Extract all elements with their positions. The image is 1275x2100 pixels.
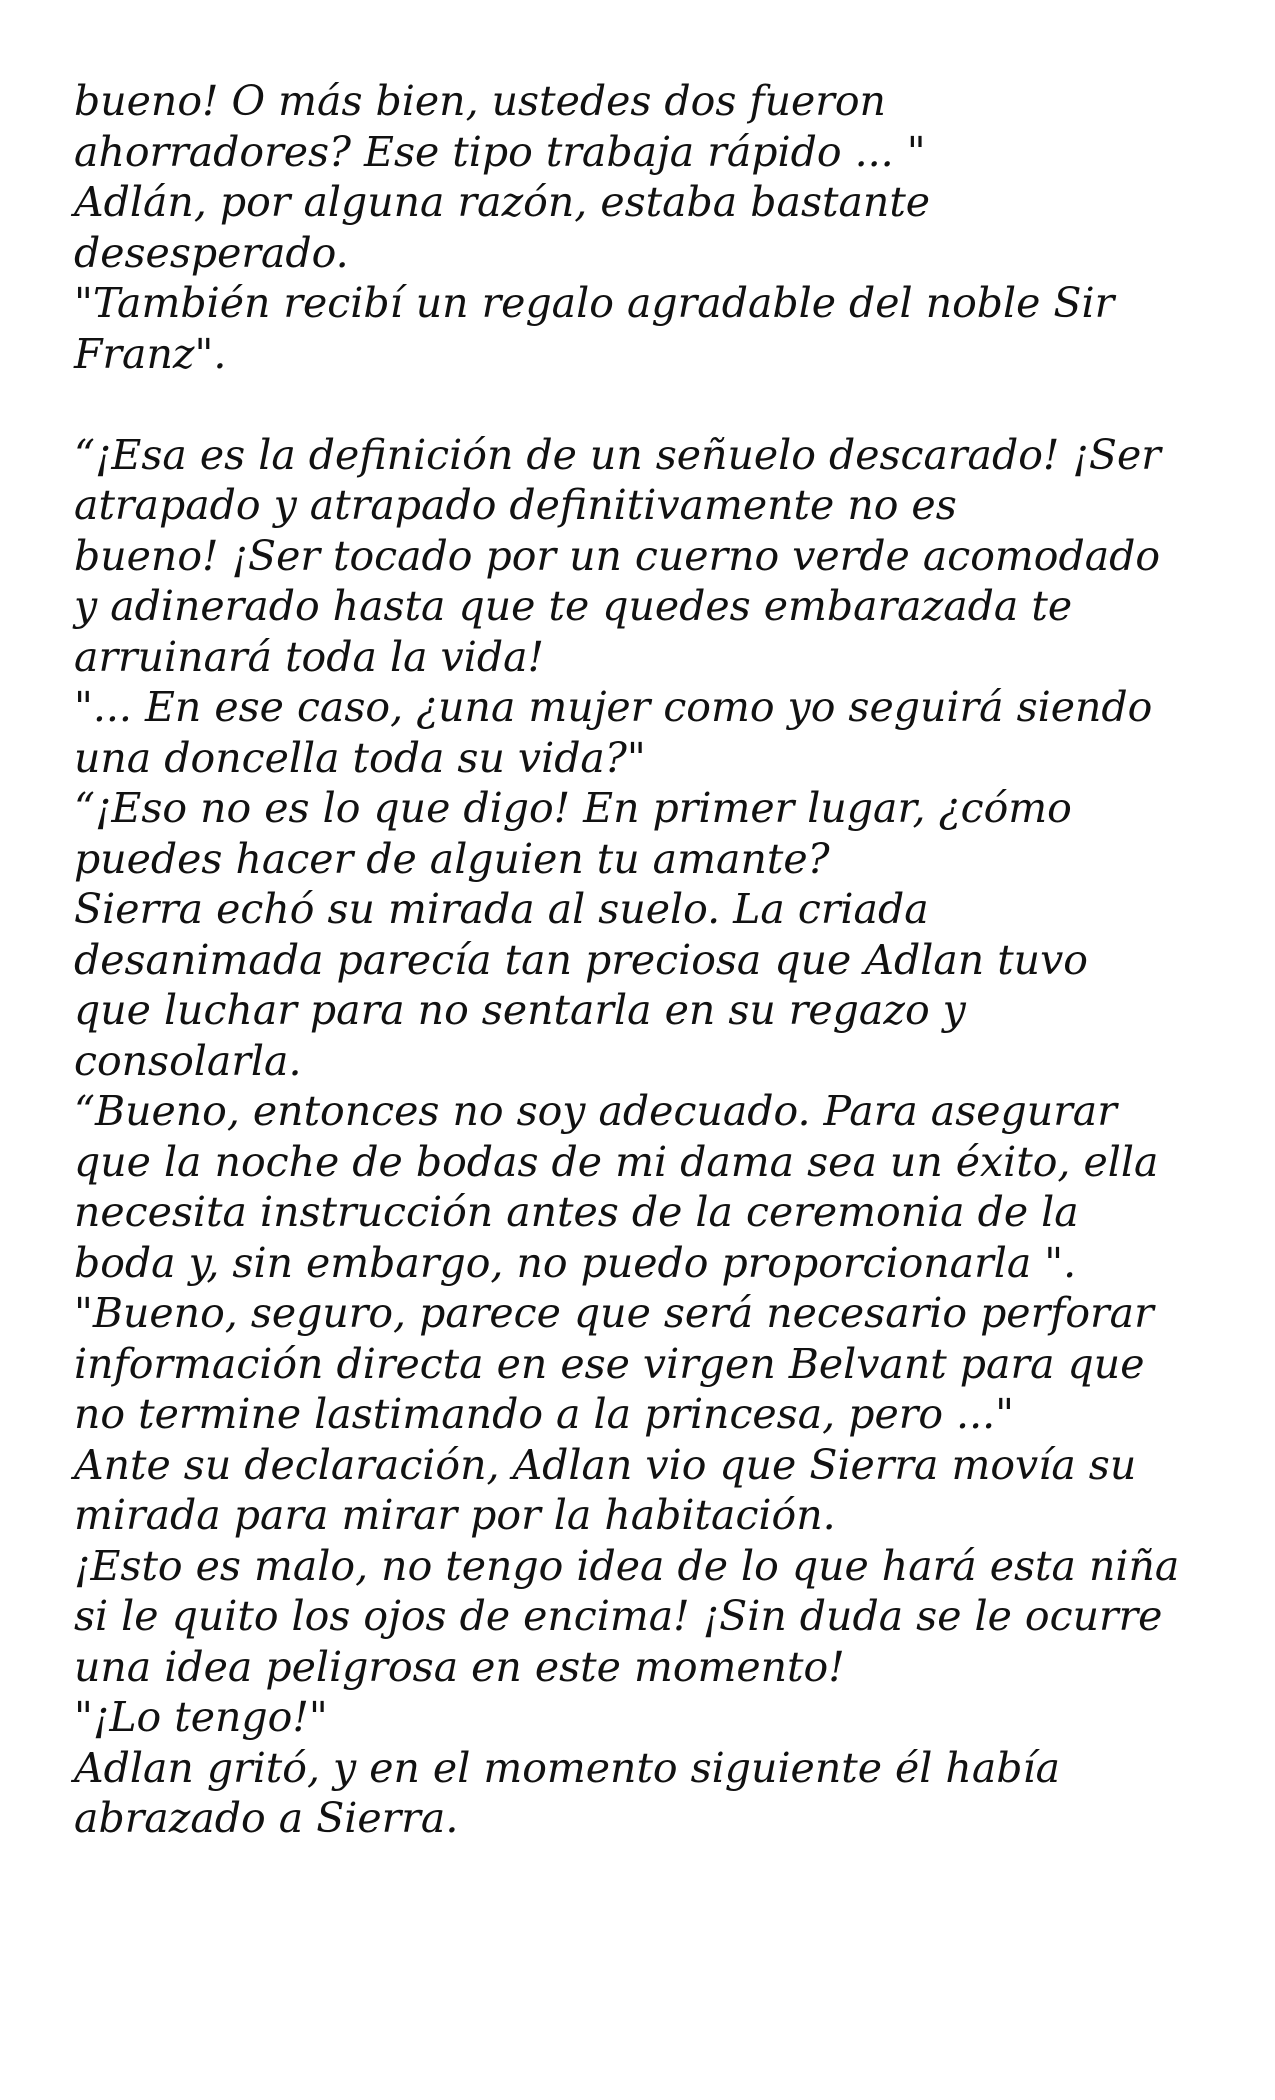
text-line: “¡Eso no es lo que digo! En primer lugar, ¿cómo: [74, 784, 1072, 832]
text-line: si le quito los ojos de encima! ¡Sin duda se le ocurre: [74, 1592, 1163, 1640]
text-line: puedes hacer de alguien tu amante?: [74, 834, 830, 883]
text-line: "Bueno, seguro, parece que será necesario perforar: [74, 1289, 1154, 1337]
text-line: "¡Lo tengo!": [74, 1693, 328, 1741]
text-line: información directa en ese virgen Belvant para que: [74, 1339, 1145, 1388]
text-line: no termine lastimando a la princesa, pero ...": [74, 1390, 1015, 1438]
text-line: "También recibí un regalo agradable del noble Sir: [74, 279, 1115, 327]
text-line: atrapado y atrapado definitivamente no es: [74, 481, 957, 529]
text-line: que la noche de bodas de mi dama sea un éxito, ella: [74, 1137, 1159, 1186]
text-line: desanimada parecía tan preciosa que Adlan tuvo: [74, 935, 1088, 984]
document-body: [74, 76, 1224, 1844]
text-line: bueno! O más bien, ustedes dos fueron: [74, 77, 886, 125]
text-line: ¡Esto es malo, no tengo idea de lo que hará esta niña: [74, 1541, 1180, 1590]
text-line: ahorradores? Ese tipo trabaja rápido ... ": [74, 127, 926, 176]
text-line: mirada para mirar por la habitación.: [74, 1491, 836, 1539]
paragraph-gap: [74, 379, 1224, 430]
text-line: "... En ese caso, ¿una mujer como yo seguirá siendo: [74, 683, 1153, 731]
text-line: arruinará toda la vida!: [74, 632, 544, 681]
text-line: necesita instrucción antes de la ceremonia de la: [74, 1188, 1079, 1236]
text-line: que luchar para no sentarla en su regazo y: [74, 986, 966, 1034]
text-line: boda y, sin embargo, no puedo proporcionarla ".: [74, 1238, 1077, 1287]
text-line: “Bueno, entonces no soy adecuado. Para asegurar: [74, 1087, 1117, 1135]
text-line: Adlán, por alguna razón, estaba bastante: [74, 178, 931, 226]
text-line: una doncella toda su vida?": [74, 733, 646, 782]
text-line: consolarla.: [74, 1036, 302, 1085]
text-line: una idea peligrosa en este momento!: [74, 1642, 845, 1691]
text-line: Sierra echó su mirada al suelo. La criada: [74, 885, 929, 933]
text-line: bueno! ¡Ser tocado por un cuerno verde acomodado: [74, 531, 1161, 580]
text-line: Adlan gritó, y en el momento siguiente él había: [74, 1743, 1061, 1792]
text-line: abrazado a Sierra.: [74, 1794, 459, 1842]
text-line: Franz".: [74, 329, 227, 378]
text-line: “¡Esa es la definición de un señuelo descarado! ¡Ser: [74, 430, 1161, 479]
text-line: y adinerado hasta que te quedes embarazada te: [74, 582, 1073, 630]
text-line: Ante su declaración, Adlan vio que Sierra movía su: [74, 1440, 1137, 1489]
text-line: desesperado.: [74, 228, 349, 277]
